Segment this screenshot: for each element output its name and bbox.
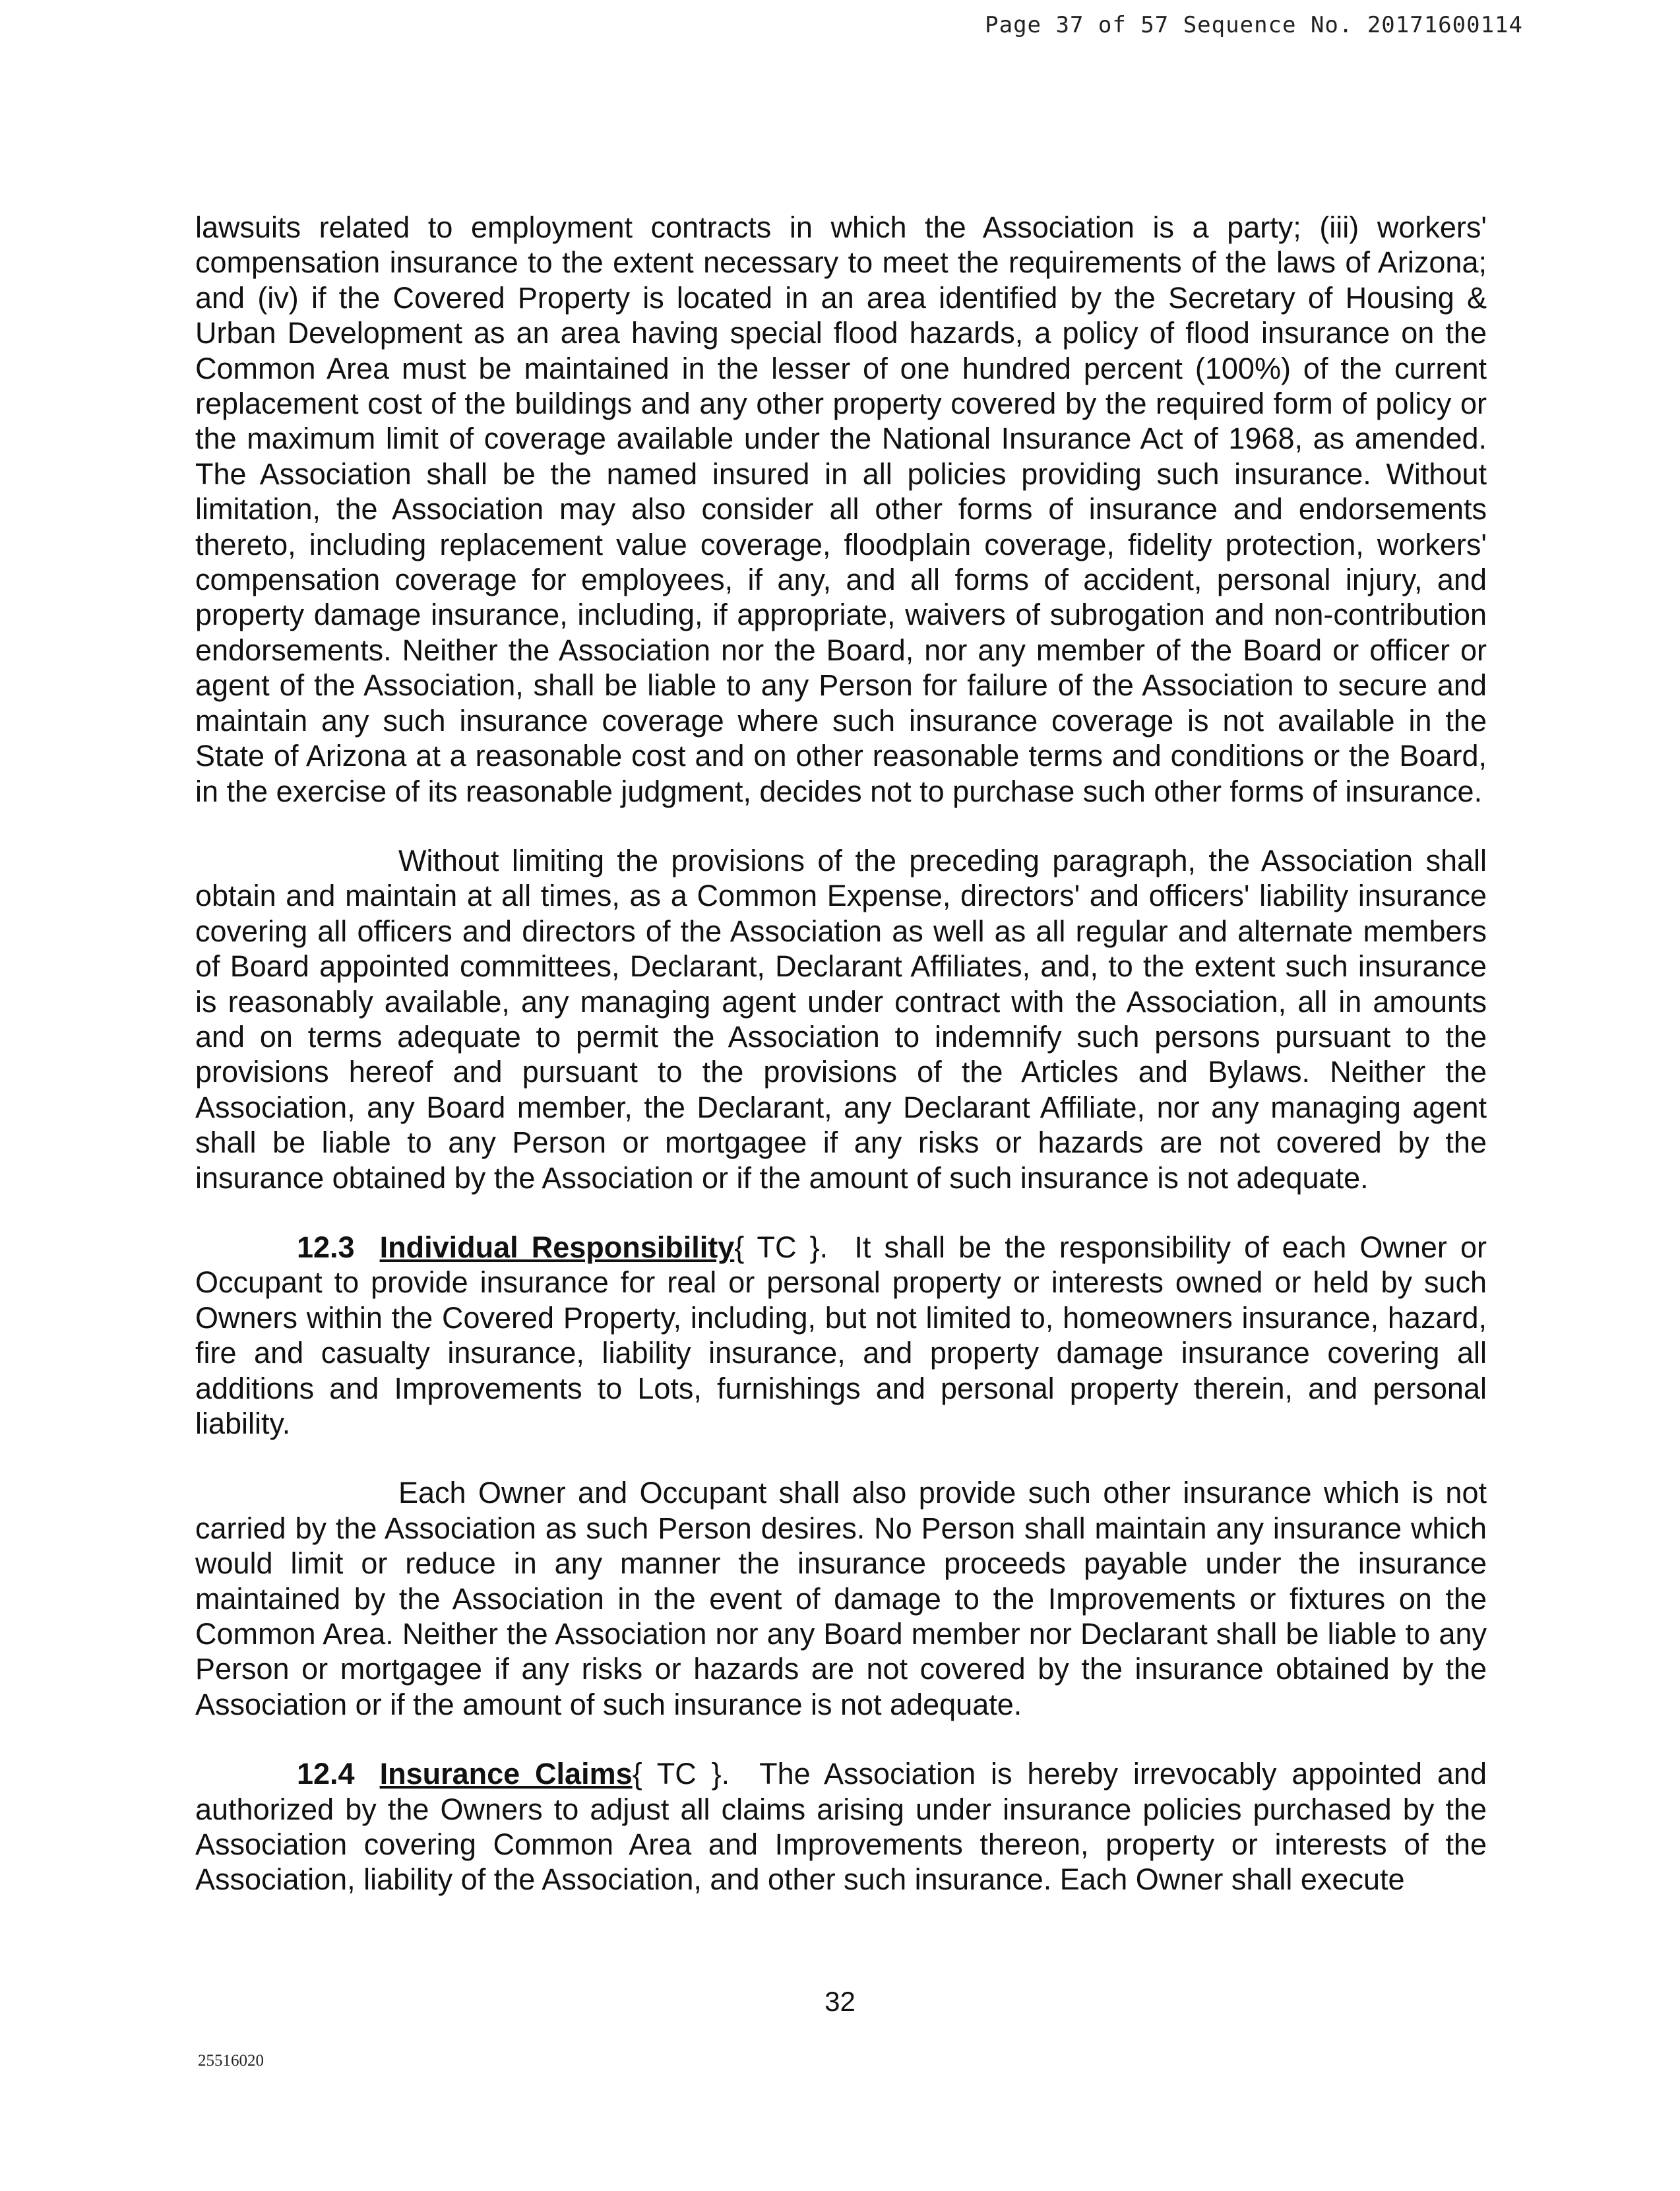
paragraph-owner-occupant-other-insurance: Each Owner and Occupant shall also provide such other insurance which is not carried by the Association as such Person desires. No Person shall maintain any insurance which would limit or reduce in any manner the insurance proceeds payable under the insurance maintained by the Association in the event of damage to the Improvements or fixtures on the Common Area. Neither the Association nor any Board member nor Declarant shall be liable to any Person or mortgagee if any risks or hazards are not covered by the insurance obtained by the Association or if the amount of such insurance is not adequate. <box>195 1476 1487 1721</box>
section-title: Insurance Claims <box>379 1757 633 1791</box>
section-12-4-insurance-claims <box>195 1756 1487 1897</box>
page-number: 32 <box>824 1986 856 2017</box>
section-tc-marker: { TC }. <box>734 1230 828 1264</box>
paragraph-insurance-coverage-continued: lawsuits related to employment contracts in which the Association is a party; (iii) workers' compensation insurance to the extent necessary to meet the requirements of the laws of Arizona; and (iv) if the Covered Property is located in an area identified by the Secretary of Housing & Urban Development as an area having special flood hazards, a policy of flood insurance on the Common Area must be maintained in the lesser of one hundred percent (100%) of the current replacement cost of the buildings and any other property covered by the required form of policy or the maximum limit of coverage available under the National Insurance Act of 1968, as amended. The Association shall be the named insured in all policies providing such insurance. Without limitation, the Association may also consider all other forms of insurance and endorsements thereto, including replacement value coverage, floodplain coverage, fidelity protection, workers' compensation coverage for employees, if any, and all forms of accident, personal injury, and property damage insurance, including, if appropriate, waivers of subrogation and non-contribution endorsements. Neither the Association nor the Board, nor any member of the Board or officer or agent of the Association, shall be liable to any Person for failure of the Association to secure and maintain any such insurance coverage where such insurance coverage is not available in the State of Arizona at a reasonable cost and on other reasonable terms and conditions or the Board, in the exercise of its reasonable judgment, decides not to purchase such other forms of insurance. <box>195 210 1487 808</box>
section-text: The Association is hereby irrevocably appointed and authorized by the Owners to adjust all claims arising under insurance policies purchased by the Association covering Common Area and Improvements thereon, property or interests of the Association, liability of the Association, and other such insurance. Each Owner shall execute <box>195 1757 1487 1897</box>
section-12-3-individual-responsibility <box>195 1230 1487 1441</box>
section-title: Individual Responsibility <box>379 1230 735 1264</box>
header-page-sequence-stamp: Page 37 of 57 Sequence No. 20171600114 <box>985 12 1523 38</box>
document-id: 25516020 <box>198 2052 264 2070</box>
document-body <box>195 210 1487 1932</box>
paragraph-directors-officers-liability: Without limiting the provisions of the preceding paragraph, the Association shall obtain and maintain at all times, as a Common Expense, directors' and officers' liability insurance covering all officers and directors of the Association as well as all regular and alternate members of Board appointed committees, Declarant, Declarant Affiliates, and, to the extent such insurance is reasonably available, any managing agent under contract with the Association, all in amounts and on terms adequate to permit the Association to indemnify such persons pursuant to the provisions hereof and pursuant to the provisions of the Articles and Bylaws. Neither the Association, any Board member, the Declarant, any Declarant Affiliate, nor any managing agent shall be liable to any Person or mortgagee if any risks or hazards are not covered by the insurance obtained by the Association or if the amount of such insurance is not adequate. <box>195 843 1487 1195</box>
section-number: 12.4 <box>297 1757 355 1791</box>
section-tc-marker: { TC }. <box>632 1757 730 1791</box>
section-text: It shall be the responsibility of each Owner or Occupant to provide insurance for real or personal property or interests owned or held by such Owners within the Covered Property, including, but not limited to, homeowners insurance, hazard, fire and casualty insurance, liability insurance, and property damage insurance covering all additions and Improvements to Lots, furnishings and personal property therein, and personal liability. <box>195 1230 1487 1440</box>
section-number: 12.3 <box>297 1230 355 1264</box>
